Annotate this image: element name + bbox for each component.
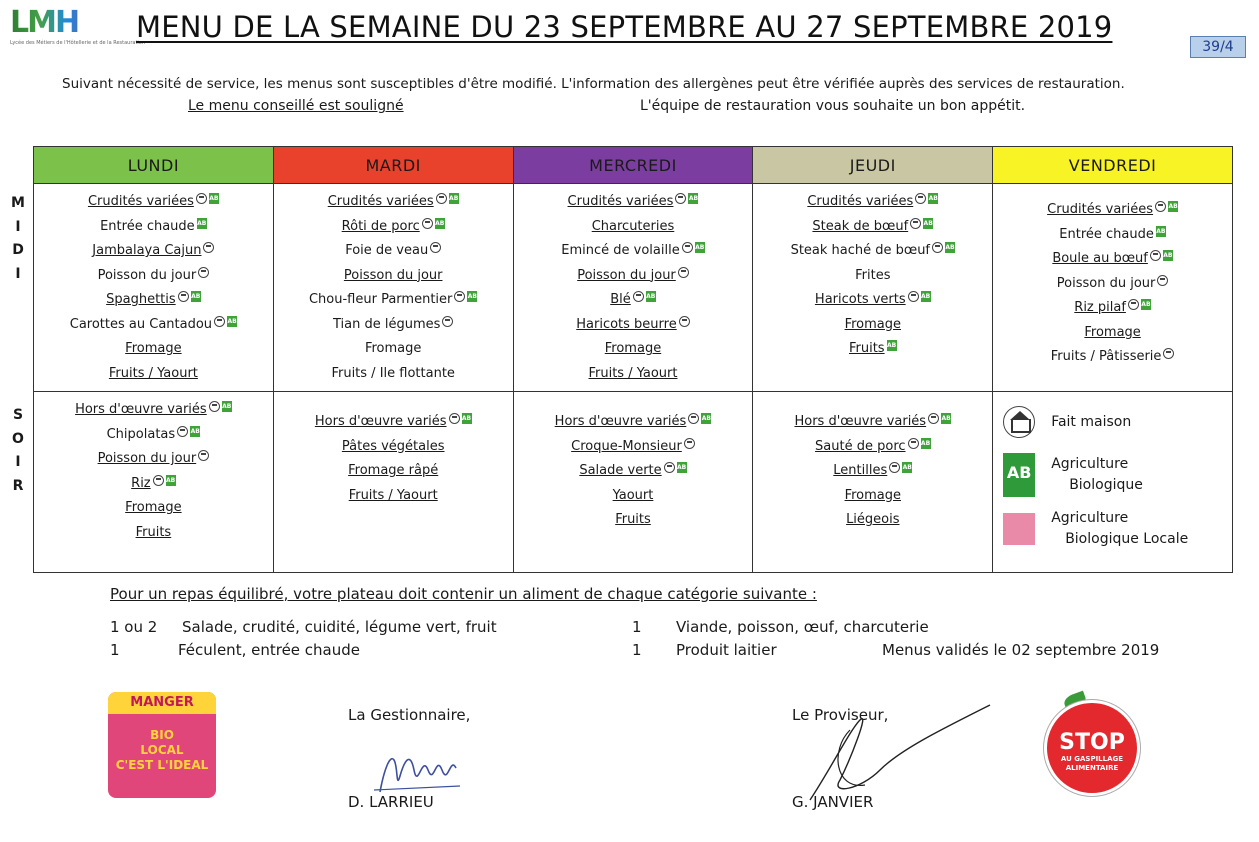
agriculture-biologique-icon: AB <box>467 293 477 300</box>
menu-item <box>34 313 273 338</box>
menu-item <box>34 521 273 546</box>
menu-item-label: Tian de légumes <box>332 316 441 332</box>
agriculture-biologique-icon: AB <box>1163 252 1173 259</box>
fait-maison-icon <box>932 242 943 253</box>
menu-item-label: Riz <box>131 475 151 491</box>
menu-item-label: Poisson du jour <box>97 451 197 466</box>
menu-item-label: Riz pilaf <box>1074 300 1126 315</box>
menu-item-label: Crudités variées <box>87 194 194 209</box>
menu-item <box>993 345 1232 370</box>
side-letter: I <box>15 454 21 470</box>
fait-maison-icon <box>684 438 695 449</box>
menu-item-label: Liégeois <box>846 512 900 527</box>
menu-item <box>753 459 992 484</box>
midi-cell-jeudi <box>753 184 993 392</box>
legend-text: Biologique <box>1069 477 1143 493</box>
soir-cell-lundi <box>34 392 274 573</box>
menu-item <box>34 496 273 521</box>
agriculture-biologique-icon: AB <box>1003 453 1035 497</box>
agriculture-biologique-icon: AB <box>920 439 931 447</box>
menu-item-label: Fruits <box>615 512 651 527</box>
menu-item-label: Fromage <box>604 341 662 356</box>
fait-maison-icon <box>198 450 209 461</box>
balance-qty: 1 <box>110 641 120 659</box>
midi-cell-vendredi <box>993 184 1233 392</box>
fait-maison-icon <box>153 475 164 486</box>
fait-maison-icon <box>908 438 919 449</box>
menu-item <box>34 337 273 362</box>
fait-maison-icon <box>688 413 699 424</box>
menu-item-label: Jambalaya Cajun <box>92 243 202 258</box>
menu-item <box>514 215 753 240</box>
menu-item-label: Pâtes végétales <box>341 438 445 454</box>
menu-item-label: Emincé de volaille <box>561 243 680 258</box>
menu-item <box>274 337 513 362</box>
balance-qty: 1 <box>632 618 642 636</box>
side-letter: O <box>12 430 24 447</box>
menu-item <box>274 435 513 460</box>
proviseur-label: Le Proviseur, <box>792 706 889 724</box>
legend-item-bio <box>1001 454 1224 496</box>
agriculture-biologique-icon: AB <box>941 415 951 422</box>
menu-item <box>34 264 273 289</box>
menu-item <box>514 264 753 289</box>
menu-item-label: Foie de veau <box>345 243 429 258</box>
menu-item <box>514 239 753 264</box>
manger-top: MANGER <box>108 692 216 714</box>
agriculture-biologique-icon: AB <box>461 415 472 422</box>
menu-item-label: Fromage <box>1084 324 1141 340</box>
day-header-mardi: MARDI <box>273 147 513 184</box>
menu-item <box>514 410 753 435</box>
side-letter: D <box>12 242 24 258</box>
fait-maison-icon <box>908 291 919 302</box>
fait-maison-icon <box>442 316 453 327</box>
menu-item <box>514 190 753 215</box>
menu-item-label: Fruits / Yaourt <box>588 365 678 381</box>
menu-item-label: Entrée chaude <box>100 218 195 234</box>
legend-item-fait-maison <box>1001 402 1224 442</box>
menu-item <box>274 362 513 387</box>
page-title: MENU DE LA SEMAINE DU 23 SEPTEMBRE AU 27 SEPTEMBRE 2019 <box>136 10 1113 44</box>
fait-maison-icon <box>422 218 433 229</box>
menu-item-label: Fromage <box>364 341 422 356</box>
legend-item-bio-locale <box>1001 508 1224 550</box>
menu-item-label: Charcuteries <box>591 218 675 234</box>
logo-text: LMH <box>10 6 108 40</box>
menu-item <box>34 362 273 387</box>
menu-item <box>274 484 513 509</box>
menu-item <box>514 459 753 484</box>
agriculture-biologique-icon: AB <box>191 293 201 300</box>
fait-maison-icon <box>203 242 214 253</box>
menu-item-label: Lentilles <box>833 463 888 478</box>
legend <box>993 392 1232 572</box>
agriculture-biologique-icon: AB <box>688 195 699 202</box>
midi-cell-lundi <box>34 184 274 392</box>
menu-item <box>753 484 992 509</box>
menu-item <box>753 508 992 533</box>
menu-item <box>514 508 753 533</box>
balance-qty: 1 <box>632 641 642 659</box>
agriculture-biologique-icon: AB <box>1141 301 1151 308</box>
menu-item <box>34 472 273 497</box>
menu-item <box>34 398 273 423</box>
side-letter: S <box>12 407 24 423</box>
agriculture-biologique-icon: AB <box>886 342 897 349</box>
menu-item-label: Chou-fleur Parmentier <box>308 292 453 307</box>
stop-subtitle: AU GASPILLAGE ALIMENTAIRE <box>1060 755 1124 772</box>
agriculture-biologique-icon: AB <box>190 427 200 435</box>
menu-item-label: Poisson du jour <box>1056 275 1156 291</box>
agriculture-biologique-icon: AB <box>449 195 459 202</box>
menu-item-label: Yaourt <box>612 487 654 503</box>
side-letter: R <box>12 477 24 494</box>
fait-maison-icon <box>454 291 465 302</box>
fait-maison-icon <box>449 413 460 424</box>
menu-item-label: Haricots verts <box>814 292 906 307</box>
menu-item <box>34 239 273 264</box>
menu-item-label: Croque-Monsieur <box>571 438 682 454</box>
menu-item <box>274 190 513 215</box>
soir-cell-mercredi <box>513 392 753 573</box>
menu-item-label: Crudités variées <box>327 194 434 209</box>
side-label-soir <box>8 404 28 498</box>
fait-maison-icon <box>430 242 441 253</box>
manger-line: BIO <box>150 728 174 742</box>
validation-date: Menus validés le 02 septembre 2019 <box>882 641 1160 659</box>
menu-item-label: Fromage <box>844 316 901 332</box>
gestionnaire-name: D. LARRIEU <box>348 793 434 811</box>
menu-item <box>993 247 1232 272</box>
menu-item-label: Spaghettis <box>106 292 176 307</box>
agriculture-biologique-icon: AB <box>209 195 219 202</box>
fait-maison-icon <box>209 401 220 412</box>
agriculture-biologique-icon: AB <box>902 464 912 471</box>
menu-item-label: Rôti de porc <box>341 218 420 234</box>
legend-text: Agriculture <box>1051 510 1129 526</box>
menu-item-label: Blé <box>610 292 631 307</box>
menu-item-label: Poisson du jour <box>577 267 676 283</box>
soir-cell-jeudi <box>753 392 993 573</box>
day-header-vendredi: VENDREDI <box>993 147 1233 184</box>
menu-item <box>993 223 1232 248</box>
balance-text: Féculent, entrée chaude <box>178 641 360 659</box>
menu-item-label: Sauté de porc <box>815 438 906 454</box>
agriculture-biologique-icon: AB <box>646 293 656 300</box>
menu-item-label: Boule au bœuf <box>1052 251 1148 266</box>
menu-item-label: Fromage râpé <box>348 463 439 478</box>
fait-maison-icon <box>682 242 693 253</box>
menu-table <box>33 146 1233 573</box>
agriculture-biologique-icon: AB <box>701 415 711 422</box>
side-letter: I <box>15 218 21 235</box>
agriculture-biologique-icon: AB <box>1168 203 1178 210</box>
agriculture-biologique-icon: AB <box>921 293 931 300</box>
service-notice: Suivant nécessité de service, les menus sont susceptibles d'être modifié. L'information des allergènes peut être vérifiée auprès des services de restauration. <box>62 76 1125 92</box>
fait-maison-icon <box>1003 406 1035 438</box>
fait-maison-icon <box>1128 299 1139 310</box>
menu-item-label: Carottes au Cantadou <box>69 316 213 332</box>
balance-text: Viande, poisson, œuf, charcuterie <box>676 618 929 636</box>
manger-line: C'EST L'IDEAL <box>115 758 209 772</box>
proviseur-name: G. JANVIER <box>792 793 874 811</box>
menu-item <box>993 198 1232 223</box>
menu-item <box>274 264 513 289</box>
fait-maison-icon <box>198 267 209 278</box>
balance-qty: 1 ou 2 <box>110 618 158 636</box>
menu-item-label: Fromage <box>844 487 901 503</box>
stop-title: STOP <box>1059 730 1125 755</box>
menu-item-label: Crudités variées <box>567 194 674 209</box>
menu-item-label: Fromage <box>125 341 182 356</box>
menu-item-label: Hors d'œuvre variés <box>554 414 687 429</box>
legend-text: Fait maison <box>1051 413 1132 430</box>
menu-item <box>753 410 992 435</box>
menu-item-label: Fruits / Yaourt <box>348 487 438 503</box>
menu-item <box>753 239 992 264</box>
wish-text: L'équipe de restauration vous souhaite un bon appétit. <box>640 98 1026 114</box>
advice-text: Le menu conseillé est souligné <box>188 98 404 114</box>
menu-item <box>274 239 513 264</box>
manger-bio-logo <box>108 692 216 798</box>
fait-maison-icon <box>436 193 447 204</box>
agriculture-biologique-icon: AB <box>227 317 237 325</box>
gestionnaire-signature <box>370 740 470 800</box>
fait-maison-icon <box>910 218 921 229</box>
week-badge: 39/4 <box>1190 36 1246 58</box>
side-letter: I <box>15 265 21 282</box>
midi-cell-mardi <box>273 184 513 392</box>
menu-item-label: Poisson du jour <box>343 267 443 283</box>
fait-maison-icon <box>178 291 189 302</box>
agriculture-biologique-icon: AB <box>166 476 176 484</box>
menu-item <box>753 215 992 240</box>
fait-maison-icon <box>177 426 188 437</box>
agriculture-biologique-icon: AB <box>435 219 445 227</box>
menu-item-label: Haricots beurre <box>576 316 677 332</box>
day-header-jeudi: JEUDI <box>753 147 993 184</box>
menu-item-label: Frites <box>855 267 891 283</box>
side-label-midi <box>8 192 28 286</box>
menu-item-label: Fruits / Ile flottante <box>331 365 455 381</box>
balance-text: Produit laitier <box>676 641 777 659</box>
menu-item <box>514 435 753 460</box>
fait-maison-icon <box>664 462 675 473</box>
menu-item <box>514 484 753 509</box>
fait-maison-icon <box>1155 201 1166 212</box>
agriculture-biologique-icon: AB <box>928 195 938 202</box>
menu-item <box>753 190 992 215</box>
menu-item-label: Hors d'œuvre variés <box>314 414 447 429</box>
menu-item <box>274 313 513 338</box>
menu-item-label: Chipolatas <box>106 426 176 442</box>
bio-locale-icon <box>1003 513 1035 545</box>
menu-item-label: Entrée chaude <box>1059 226 1154 242</box>
menu-item <box>514 337 753 362</box>
lmh-logo <box>10 5 146 52</box>
menu-item-label: Fruits / Yaourt <box>108 365 198 381</box>
menu-item <box>34 447 273 472</box>
legend-cell <box>993 392 1233 573</box>
menu-item-label: Crudités variées <box>807 194 914 209</box>
fait-maison-icon <box>1150 250 1161 261</box>
menu-item-label: Steak de bœuf <box>812 218 909 234</box>
manger-line: LOCAL <box>140 743 184 757</box>
menu-item <box>993 321 1232 346</box>
menu-item <box>274 215 513 240</box>
menu-item <box>274 459 513 484</box>
menu-item-label: Hors d'œuvre variés <box>794 414 927 429</box>
menu-item-label: Fruits <box>135 524 172 540</box>
menu-item-label: Fruits / Pâtisserie <box>1050 349 1162 364</box>
midi-cell-mercredi <box>513 184 753 392</box>
legend-text: Biologique Locale <box>1065 531 1189 547</box>
agriculture-biologique-icon: AB <box>923 219 933 227</box>
agriculture-biologique-icon: AB <box>945 244 955 251</box>
menu-item <box>993 272 1232 297</box>
logo-subtitle: Lycée des Métiers de l'Hôtellerie et de la Restauration <box>10 40 146 46</box>
menu-item <box>34 215 273 240</box>
menu-item-label: Hors d'œuvre variés <box>75 402 207 417</box>
fait-maison-icon <box>928 413 939 424</box>
balance-text: Salade, crudité, cuidité, légume vert, fruit <box>182 618 497 636</box>
day-header-lundi: LUNDI <box>34 147 274 184</box>
menu-item-label: Steak haché de bœuf <box>790 243 931 258</box>
fait-maison-icon <box>633 291 644 302</box>
menu-item <box>34 288 273 313</box>
agriculture-biologique-icon: AB <box>1156 227 1166 235</box>
agriculture-biologique-icon: AB <box>677 464 687 471</box>
fait-maison-icon <box>1157 275 1168 286</box>
fait-maison-icon <box>679 316 690 327</box>
menu-item <box>514 362 753 387</box>
menu-item <box>514 313 753 338</box>
menu-item-label: Crudités variées <box>1047 202 1154 217</box>
fait-maison-icon <box>915 193 926 204</box>
menu-item <box>753 288 992 313</box>
side-letter: M <box>11 195 25 211</box>
day-header-mercredi: MERCREDI <box>513 147 753 184</box>
menu-item <box>993 296 1232 321</box>
balance-heading: Pour un repas équilibré, votre plateau doit contenir un aliment de chaque catégorie suivante : <box>110 585 817 603</box>
menu-item-label: Fruits <box>848 341 885 356</box>
soir-row <box>34 392 1233 573</box>
fait-maison-icon <box>196 193 207 204</box>
menu-item <box>753 337 992 362</box>
menu-item-label: Poisson du jour <box>97 267 197 283</box>
menu-item <box>34 423 273 448</box>
fait-maison-icon <box>678 267 689 278</box>
gestionnaire-label: La Gestionnaire, <box>348 706 471 724</box>
fait-maison-icon <box>675 193 686 204</box>
agriculture-biologique-icon: AB <box>197 219 207 227</box>
agriculture-biologique-icon: AB <box>695 244 705 251</box>
midi-row <box>34 184 1233 392</box>
legend-text: Agriculture <box>1051 456 1129 472</box>
menu-item <box>753 313 992 338</box>
menu-item <box>34 190 273 215</box>
fait-maison-icon <box>214 316 225 327</box>
menu-item <box>274 288 513 313</box>
menu-item-label: Fromage <box>125 500 182 515</box>
menu-item <box>514 288 753 313</box>
days-header-row <box>34 147 1233 184</box>
agriculture-biologique-icon: AB <box>222 403 232 410</box>
menu-item <box>753 435 992 460</box>
menu-item-label: Salade verte <box>579 463 662 478</box>
soir-cell-mardi <box>273 392 513 573</box>
menu-item <box>753 264 992 289</box>
fait-maison-icon <box>889 462 900 473</box>
fait-maison-icon <box>1163 348 1174 359</box>
menu-item <box>274 410 513 435</box>
stop-gaspillage-logo <box>1044 700 1140 796</box>
